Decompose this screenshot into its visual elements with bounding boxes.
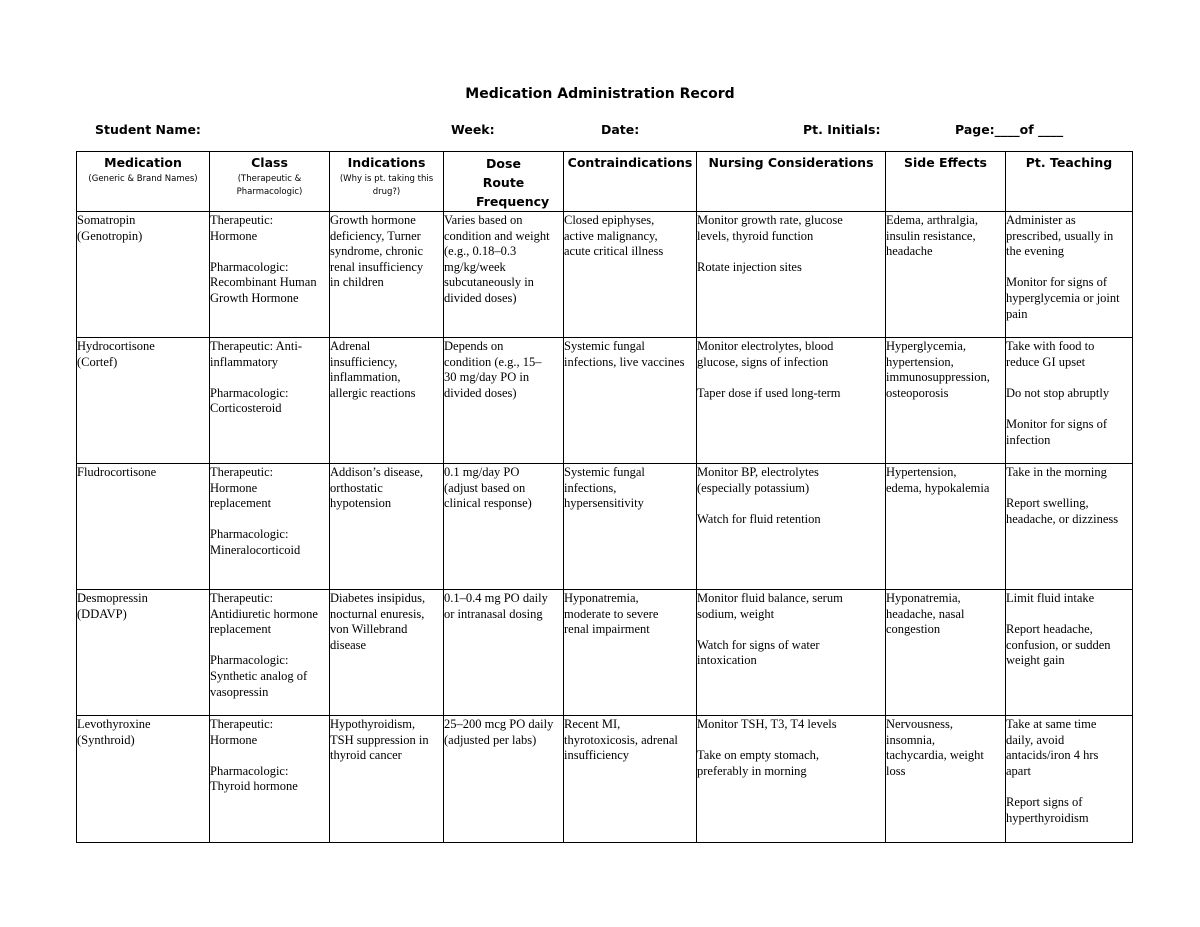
medication-cell: Somatropin (Genotropin) <box>77 212 210 338</box>
column-sublabel: (Why is pt. taking this drug?) <box>339 174 434 197</box>
column-header-class <box>210 152 330 212</box>
nursing-considerations-cell: Monitor electrolytes, blood glucose, signs of infection Taper dose if used long-term <box>697 338 886 464</box>
column-label: Pt. Teaching <box>1025 155 1113 170</box>
indications-cell: Hypothyroidism, TSH suppression in thyroid cancer <box>330 716 444 843</box>
week-label: Week: <box>451 122 495 137</box>
column-sublabel: (Generic & Brand Names) <box>88 174 198 184</box>
dose-cell: Depends on condition (e.g., 15– 30 mg/day PO in divided doses) <box>444 338 564 464</box>
column-header-nursing <box>697 152 886 212</box>
contraindications-cell: Systemic fungal infections, hypersensitivity <box>564 464 697 590</box>
column-label: Contraindications <box>567 155 693 170</box>
dose-cell: 25–200 mcg PO daily (adjusted per labs) <box>444 716 564 843</box>
column-header-teaching <box>1006 152 1133 212</box>
page-number-label: Page:____of ____ <box>955 122 1064 137</box>
medication-cell: Hydrocortisone (Cortef) <box>77 338 210 464</box>
date-label: Date: <box>601 122 640 137</box>
column-label: Medication <box>104 155 182 170</box>
column-label: Nursing Considerations <box>708 155 874 170</box>
indications-cell: Growth hormone deficiency, Turner syndrome, chronic renal insufficiency in children <box>330 212 444 338</box>
page-title: Medication Administration Record <box>465 86 735 102</box>
side-effects-cell: Hyponatremia, headache, nasal congestion <box>886 590 1006 716</box>
medication-table <box>76 151 1133 843</box>
class-cell: Therapeutic: Antidiuretic hormone replacement Pharmacologic: Synthetic analog of vasopressin <box>210 590 330 716</box>
column-sublabel: (Therapeutic & Pharmacologic) <box>236 174 303 197</box>
side-effects-cell: Nervousness, insomnia, tachycardia, weight loss <box>886 716 1006 843</box>
nursing-considerations-cell: Monitor growth rate, glucose levels, thyroid function Rotate injection sites <box>697 212 886 338</box>
medication-cell: Fludrocortisone <box>77 464 210 590</box>
table-row <box>77 590 1133 716</box>
column-label: Side Effects <box>903 155 988 170</box>
indications-cell: Adrenal insufficiency, inflammation, allergic reactions <box>330 338 444 464</box>
pt-teaching-cell: Take in the morning Report swelling, headache, or dizziness <box>1006 464 1133 590</box>
column-header-dose <box>444 152 564 212</box>
dose-cell: Varies based on condition and weight (e.g., 0.18–0.3 mg/kg/week subcutaneously in divided doses) <box>444 212 564 338</box>
class-cell: Therapeutic: Anti- inflammatory Pharmacologic: Corticosteroid <box>210 338 330 464</box>
nursing-considerations-cell: Monitor fluid balance, serum sodium, weight Watch for signs of water intoxication <box>697 590 886 716</box>
dose-cell: 0.1–0.4 mg PO daily or intranasal dosing <box>444 590 564 716</box>
table-row <box>77 716 1133 843</box>
pt-teaching-cell: Administer as prescribed, usually in the evening Monitor for signs of hyperglycemia or joint pain <box>1006 212 1133 338</box>
column-label: Indications <box>347 155 426 170</box>
table-row <box>77 338 1133 464</box>
contraindications-cell: Recent MI, thyrotoxicosis, adrenal insufficiency <box>564 716 697 843</box>
column-label: Class <box>251 155 288 170</box>
pt-initials-label: Pt. Initials: <box>803 122 881 137</box>
contraindications-cell: Hyponatremia, moderate to severe renal impairment <box>564 590 697 716</box>
indications-cell: Diabetes insipidus, nocturnal enuresis, von Willebrand disease <box>330 590 444 716</box>
table-row <box>77 212 1133 338</box>
table-row <box>77 464 1133 590</box>
contraindications-cell: Systemic fungal infections, live vaccines <box>564 338 697 464</box>
class-cell: Therapeutic: Hormone Pharmacologic: Thyroid hormone <box>210 716 330 843</box>
class-cell: Therapeutic: Hormone Pharmacologic: Recombinant Human Growth Hormone <box>210 212 330 338</box>
dose-cell: 0.1 mg/day PO (adjust based on clinical response) <box>444 464 564 590</box>
pt-teaching-cell: Take at same time daily, avoid antacids/iron 4 hrs apart Report signs of hyperthyroidism <box>1006 716 1133 843</box>
contraindications-cell: Closed epiphyses, active malignancy, acute critical illness <box>564 212 697 338</box>
column-header-medication <box>77 152 210 212</box>
column-header-indications <box>330 152 444 212</box>
side-effects-cell: Hypertension, edema, hypokalemia <box>886 464 1006 590</box>
column-header-side-effects <box>886 152 1006 212</box>
class-cell: Therapeutic: Hormone replacement Pharmacologic: Mineralocorticoid <box>210 464 330 590</box>
indications-cell: Addison’s disease, orthostatic hypotension <box>330 464 444 590</box>
nursing-considerations-cell: Monitor BP, electrolytes (especially potassium) Watch for fluid retention <box>697 464 886 590</box>
nursing-considerations-cell: Monitor TSH, T3, T4 levels Take on empty stomach, preferably in morning <box>697 716 886 843</box>
table-body <box>77 212 1133 843</box>
table-header-row <box>77 152 1133 212</box>
side-effects-cell: Hyperglycemia, hypertension, immunosuppression, osteoporosis <box>886 338 1006 464</box>
pt-teaching-cell: Take with food to reduce GI upset Do not stop abruptly Monitor for signs of infection <box>1006 338 1133 464</box>
medication-cell: Levothyroxine (Synthroid) <box>77 716 210 843</box>
medication-cell: Desmopressin (DDAVP) <box>77 590 210 716</box>
column-label: Dose Route Frequency <box>476 156 550 209</box>
pt-teaching-cell: Limit fluid intake Report headache, confusion, or sudden weight gain <box>1006 590 1133 716</box>
student-name-label: Student Name: <box>95 122 201 137</box>
column-header-contraindications <box>564 152 697 212</box>
side-effects-cell: Edema, arthralgia, insulin resistance, headache <box>886 212 1006 338</box>
